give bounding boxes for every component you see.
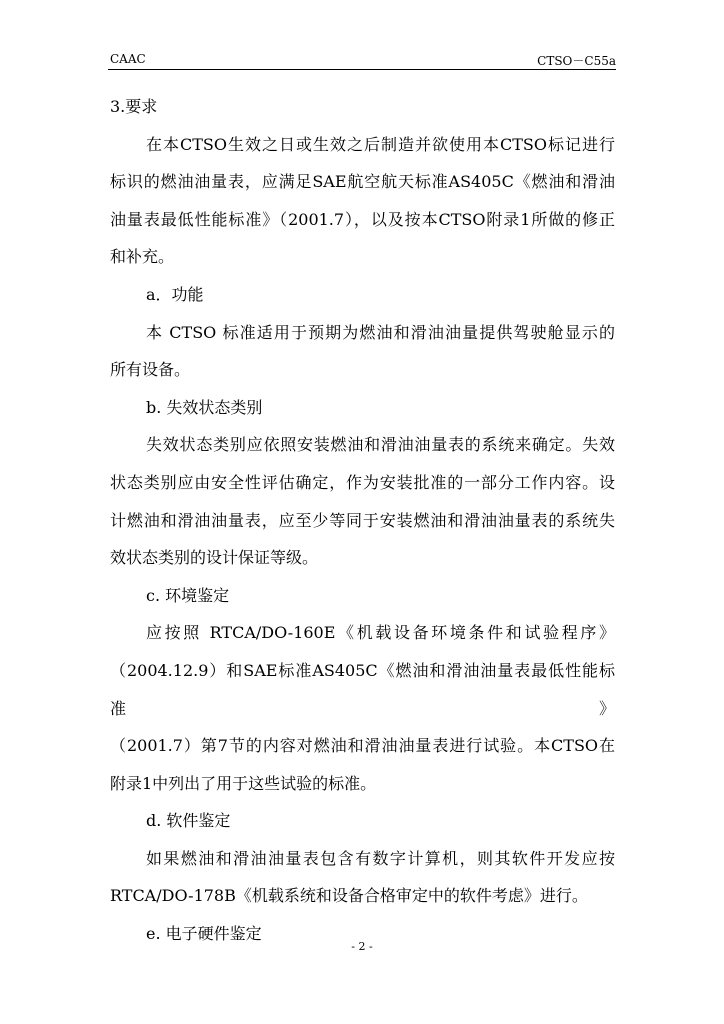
subsection-heading-d: d. 软件鉴定 [146, 811, 231, 831]
text-line: 所有设备。 [110, 360, 191, 380]
text-line: （2004.12.9）和SAE标准AS405C《燃油和滑油油量表最低性能标准》 [110, 660, 615, 718]
text-line: 计燃油和滑油油量表，应至少等同于安装燃油和滑油油量表的系统失 [110, 510, 615, 530]
text-line: 失效状态类别应依照安装燃油和滑油油量表的系统来确定。失效 [146, 435, 615, 455]
paragraph-software [110, 840, 615, 915]
paragraph-function [110, 314, 615, 389]
paragraph-intro [110, 126, 615, 276]
text-line: 如果燃油和滑油油量表包含有数字计算机，则其软件开发应按 [146, 848, 615, 868]
text-line: 应按照 RTCA/DO-160E《机载设备环境条件和试验程序》 [146, 623, 615, 643]
subsection-heading-a: a．功能 [146, 284, 204, 304]
text-line: 附录1中列出了用于这些试验的标准。 [110, 773, 377, 793]
subsection-heading-c: c. 环境鉴定 [146, 585, 230, 605]
section-title: 3.要求 [110, 97, 158, 116]
text-line: 标识的燃油油量表，应满足SAE航空航天标准AS405C《燃油和滑油 [110, 172, 615, 192]
paragraph-environmental [110, 614, 615, 802]
text-line: （2001.7）第7节的内容对燃油和滑油油量表进行试验。本CTSO在 [110, 736, 615, 756]
text-line: RTCA/DO-178B《机载系统和设备合格审定中的软件考虑》进行。 [110, 886, 588, 906]
text-line: 状态类别应由安全性评估确定，作为安装批准的一部分工作内容。设 [110, 472, 615, 492]
page-header-right: CTSO－C55a [537, 54, 616, 68]
subsection-heading-e: e. 电子硬件鉴定 [146, 924, 262, 944]
text-line: 在本CTSO生效之日或生效之后制造并欲使用本CTSO标记进行 [146, 134, 615, 154]
page-number: - 2 - [351, 940, 373, 953]
text-line: 效状态类别的设计保证等级。 [110, 548, 319, 568]
text-line: 和补充。 [110, 247, 175, 267]
text-line: 本 CTSO 标准适用于预期为燃油和滑油油量提供驾驶舱显示的 [146, 322, 615, 342]
text-line: 油量表最低性能标准》（2001.7），以及按本CTSO附录1所做的修正 [110, 209, 615, 229]
page-header-left: CAAC [110, 52, 146, 66]
paragraph-failure-condition [110, 426, 615, 576]
subsection-heading-b: b. 失效状态类别 [146, 397, 263, 417]
header-rule [108, 69, 616, 70]
document-body [110, 88, 615, 953]
